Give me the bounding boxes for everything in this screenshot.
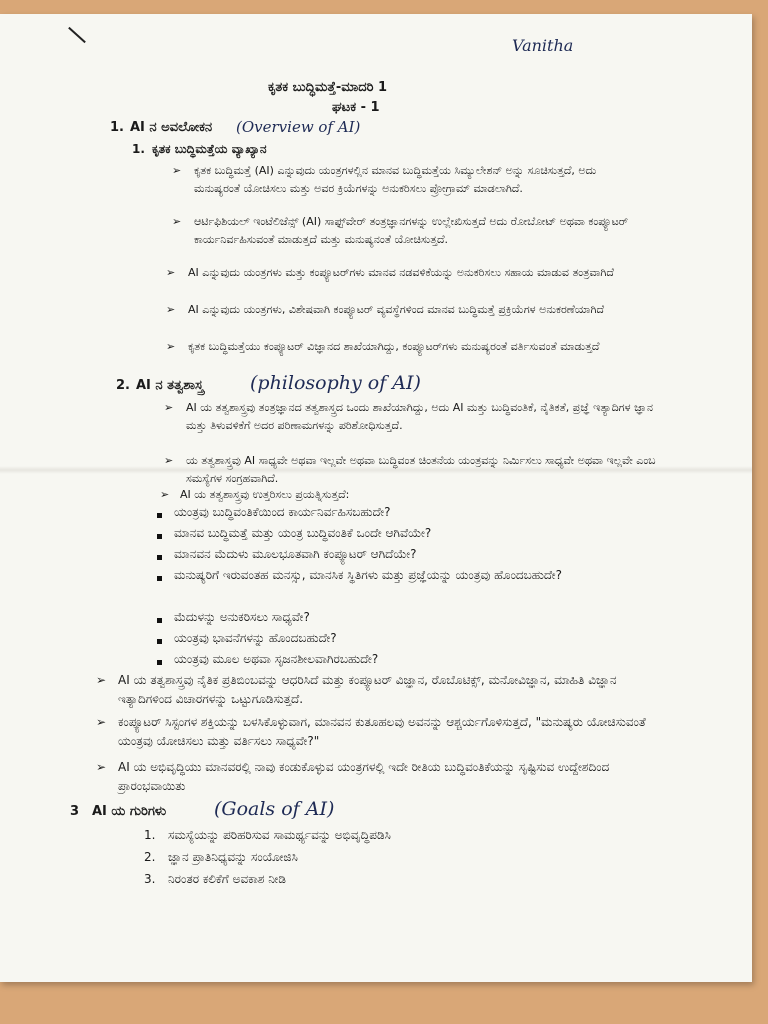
section2-bullet: AI ಯ ತತ್ವಶಾಸ್ತ್ರವು ಉತ್ತರಿಸಲು ಪ್ರಯತ್ನಿಸುತ್ತದೆ: (180, 488, 350, 501)
goal-item: ನಿರಂತರ ಕಲಿಕೆಗೆ ಅವಕಾಶ ನೀಡಿ (168, 872, 286, 886)
arrow-bullet-icon: ➢ (166, 303, 176, 316)
section3-heading: AI ಯ ಗುರಿಗಳು (92, 804, 167, 819)
paper-sheet (0, 14, 752, 982)
section2-bullet: ಯ ತತ್ವಶಾಸ್ತ್ರವು AI ಸಾಧ್ಯವೇ ಅಥವಾ ಇಲ್ಲವೇ ಅಥವಾ ಬುದ್ಧಿವಂತ ಚಿಂತನೆಯ ಯಂತ್ರವನ್ನು ನಿರ್ಮಿಸಲು ಸಾಧ್ಯವೇ ಅಥವಾ ಇಲ್ಲವೇ ಎಂಬ ಸಮಸ್ಯೆಗಳ ಸಂಗ್ರಹವಾಗಿದೆ. (186, 454, 656, 485)
section2-bullet: AI ಯ ತತ್ವಶಾಸ್ತ್ರವು ತಂತ್ರಜ್ಞಾನದ ತತ್ವಶಾಸ್ತ್ರದ ಒಂದು ಶಾಖೆಯಾಗಿದ್ದು, ಅದು AI ಮತ್ತು ಬುದ್ಧಿವಂತಿಕೆ, ನೈತಿಕತೆ, ಪ್ರಜ್ಞೆ ಇತ್ಯಾದಿಗಳ ಜ್ಞಾನ ಮತ್ತು ತಿಳುವಳಿಕೆಗೆ ಅದರ ಪರಿಣಾಮಗಳನ್ನು ಪರಿಶೋಧಿಸುತ್ತದೆ. (186, 401, 654, 432)
question-item: ಮನುಷ್ಯರಿಗೆ ಇರುವಂತಹ ಮನಸ್ಸು, ಮಾನಸಿಕ ಸ್ಥಿತಿಗಳು ಮತ್ತು ಪ್ರಜ್ಞೆಯನ್ನು ಯಂತ್ರವು ಹೊಂದಬಹುದೇ? (174, 568, 562, 582)
arrow-bullet-icon: ➢ (172, 164, 182, 177)
goal-number: 2. (144, 850, 156, 864)
section1-bullet: ಕೃತಕ ಬುದ್ಧಿಮತ್ತೆ (AI) ಎನ್ನುವುದು ಯಂತ್ರಗಳಲ್ಲಿನ ಮಾನವ ಬುದ್ಧಿಮತ್ತೆಯ ಸಿಮ್ಯುಲೇಶನ್ ಅನ್ನು ಸೂಚಿಸುತ್ತದೆ, ಅದು ಮನುಷ್ಯರಂತೆ ಯೋಚಿಸಲು ಮತ್ತು ಅವರ ಕ್ರಿಯೆಗಳನ್ನು ಅನುಕರಿಸಲು ಪ್ರೋಗ್ರಾಮ್ ಮಾಡಲಾಗಿದೆ. (194, 164, 597, 195)
arrow-bullet-icon: ➢ (96, 715, 107, 729)
question-item: ಮಾನವ ಬುದ್ಧಿಮತ್ತೆ ಮತ್ತು ಯಂತ್ರ ಬುದ್ಧಿವಂತಿಕೆ ಒಂದೇ ಆಗಿವೆಯೇ? (174, 526, 432, 540)
section2-handwritten: (philosophy of AI) (250, 372, 421, 394)
square-bullet-icon (157, 576, 162, 581)
question-item: ಯಂತ್ರವು ಬುದ್ಧಿವಂತಿಕೆಯಿಂದ ಕಾರ್ಯನಿರ್ವಹಿಸಬಹುದೇ? (174, 505, 391, 519)
handwritten-name: Vanitha (512, 36, 574, 55)
unit-label: ಘಟಕ - 1 (332, 100, 380, 115)
section2-heading: AI ನ ತತ್ವಶಾಸ್ತ್ರ (136, 378, 204, 393)
section3-number: 3 (70, 804, 80, 819)
square-bullet-icon (157, 513, 162, 518)
arrow-bullet-icon: ➢ (164, 401, 174, 414)
section2-bottom-bullet: AI ಯ ಅಭಿವೃದ್ಧಿಯು ಮಾನವರಲ್ಲಿ ನಾವು ಕಂಡುಕೊಳ್ಳುವ ಯಂತ್ರಗಳಲ್ಲಿ ಇದೇ ರೀತಿಯ ಬುದ್ಧಿವಂತಿಕೆಯನ್ನು ಸೃಷ್ಟಿಸುವ ಉದ್ದೇಶದಿಂದ ಪ್ರಾರಂಭವಾಯಿತು (118, 760, 610, 793)
section1-bullet: AI ಎನ್ನುವುದು ಯಂತ್ರಗಳು ಮತ್ತು ಕಂಪ್ಯೂಟರ್‌ಗಳು ಮಾನವ ನಡವಳಿಕೆಯನ್ನು ಅನುಕರಿಸಲು ಸಹಾಯ ಮಾಡುವ ತಂತ್ರವಾಗಿದೆ (188, 266, 614, 279)
goal-item: ಸಮಸ್ಯೆಯನ್ನು ಪರಿಹರಿಸುವ ಸಾಮರ್ಥ್ಯವನ್ನು ಅಭಿವೃದ್ಧಿಪಡಿಸಿ (168, 828, 391, 842)
question-item: ಮಾನವನ ಮೆದುಳು ಮೂಲಭೂತವಾಗಿ ಕಂಪ್ಯೂಟರ್ ಆಗಿದೆಯೇ? (174, 547, 417, 561)
section1-number: 1. (110, 120, 124, 135)
goal-number: 3. (144, 872, 156, 886)
square-bullet-icon (157, 534, 162, 539)
section2-number: 2. (116, 378, 130, 393)
square-bullet-icon (157, 639, 162, 644)
goal-number: 1. (144, 828, 156, 842)
page-title: ಕೃತಕ ಬುದ್ಧಿಮತ್ತೆ-ಮಾದರಿ 1 (268, 80, 388, 95)
square-bullet-icon (157, 660, 162, 665)
section1-sub-number: 1. (132, 142, 145, 156)
square-bullet-icon (157, 555, 162, 560)
arrow-bullet-icon: ➢ (172, 215, 182, 228)
arrow-bullet-icon: ➢ (164, 454, 174, 467)
section1-bullet: ಕೃತಕ ಬುದ್ಧಿಮತ್ತೆಯು ಕಂಪ್ಯೂಟರ್ ವಿಜ್ಞಾನದ ಶಾಖೆಯಾಗಿದ್ದು, ಕಂಪ್ಯೂಟರ್‌ಗಳು ಮನುಷ್ಯರಂತೆ ವರ್ತಿಸುವಂತೆ ಮಾಡುತ್ತದೆ (188, 340, 600, 353)
square-bullet-icon (157, 618, 162, 623)
arrow-bullet-icon: ➢ (96, 760, 107, 774)
arrow-bullet-icon: ➢ (166, 340, 176, 353)
question-item: ಮೆದುಳನ್ನು ಅನುಕರಿಸಲು ಸಾಧ್ಯವೇ? (174, 610, 310, 624)
question-item: ಯಂತ್ರವು ಮೂಲ ಅಥವಾ ಸೃಜನಶೀಲವಾಗಿರಬಹುದೇ? (174, 652, 379, 666)
section1-handwritten: (Overview of AI) (236, 118, 361, 136)
goal-item: ಜ್ಞಾನ ಪ್ರಾತಿನಿಧ್ಯವನ್ನು ಸಂಯೋಜಿಸಿ (168, 850, 298, 864)
arrow-bullet-icon: ➢ (96, 673, 107, 687)
section1-sub-heading: ಕೃತಕ ಬುದ್ಧಿಮತ್ತೆಯ ವ್ಯಾಖ್ಯಾನ (152, 142, 267, 156)
section3-handwritten: (Goals of AI) (214, 798, 335, 820)
section1-heading: AI ನ ಅವಲೋಕನ (130, 120, 213, 135)
question-item: ಯಂತ್ರವು ಭಾವನೆಗಳನ್ನು ಹೊಂದಬಹುದೇ? (174, 631, 337, 645)
arrow-bullet-icon: ➢ (166, 266, 176, 279)
pen-mark (68, 27, 86, 43)
section2-bottom-bullet: AI ಯ ತತ್ವಶಾಸ್ತ್ರವು ನೈತಿಕ ಪ್ರತಿಬಿಂಬವನ್ನು ಆಧರಿಸಿದೆ ಮತ್ತು ಕಂಪ್ಯೂಟರ್ ವಿಜ್ಞಾನ, ರೊಬೊಟಿಕ್ಸ್, ಮನೋವಿಜ್ಞಾನ, ಮಾಹಿತಿ ವಿಜ್ಞಾನ ಇತ್ಯಾದಿಗಳಿಂದ ವಿಚಾರಗಳನ್ನು ಒಟ್ಟುಗೂಡಿಸುತ್ತದೆ. (118, 673, 617, 706)
arrow-bullet-icon: ➢ (160, 488, 170, 501)
section2-bottom-bullet: ಕಂಪ್ಯೂಟರ್ ಸಿಸ್ಟಂಗಳ ಶಕ್ತಿಯನ್ನು ಬಳಸಿಕೊಳ್ಳುವಾಗ, ಮಾನವನ ಕುತೂಹಲವು ಅವನನ್ನು ಆಶ್ಚರ್ಯಗೊಳಿಸುತ್ತದೆ, "ಮನುಷ್ಯರು ಯೋಚಿಸುವಂತೆ ಯಂತ್ರವು ಯೋಚಿಸಲು ಮತ್ತು ವರ್ತಿಸಲು ಸಾಧ್ಯವೇ?" (118, 715, 646, 748)
section1-bullet: ಆರ್ಟಿಫಿಶಿಯಲ್ ಇಂಟೆಲಿಜೆನ್ಸ್ (AI) ಸಾಫ್ಟ್‌ವೇರ್ ತಂತ್ರಜ್ಞಾನಗಳನ್ನು ಉಲ್ಲೇಖಿಸುತ್ತದೆ ಅದು ರೋಬೋಟ್ ಅಥವಾ ಕಂಪ್ಯೂಟರ್ ಕಾರ್ಯನಿರ್ವಹಿಸುವಂತೆ ಮಾಡುತ್ತದೆ ಮತ್ತು ಮನುಷ್ಯನಂತೆ ಯೋಚಿಸುತ್ತದೆ. (194, 215, 629, 246)
section1-bullet: AI ಎನ್ನುವುದು ಯಂತ್ರಗಳು, ವಿಶೇಷವಾಗಿ ಕಂಪ್ಯೂಟರ್ ವ್ಯವಸ್ಥೆಗಳಿಂದ ಮಾನವ ಬುದ್ಧಿಮತ್ತೆ ಪ್ರಕ್ರಿಯೆಗಳ ಅನುಕರಣೆಯಾಗಿದೆ (188, 303, 605, 316)
